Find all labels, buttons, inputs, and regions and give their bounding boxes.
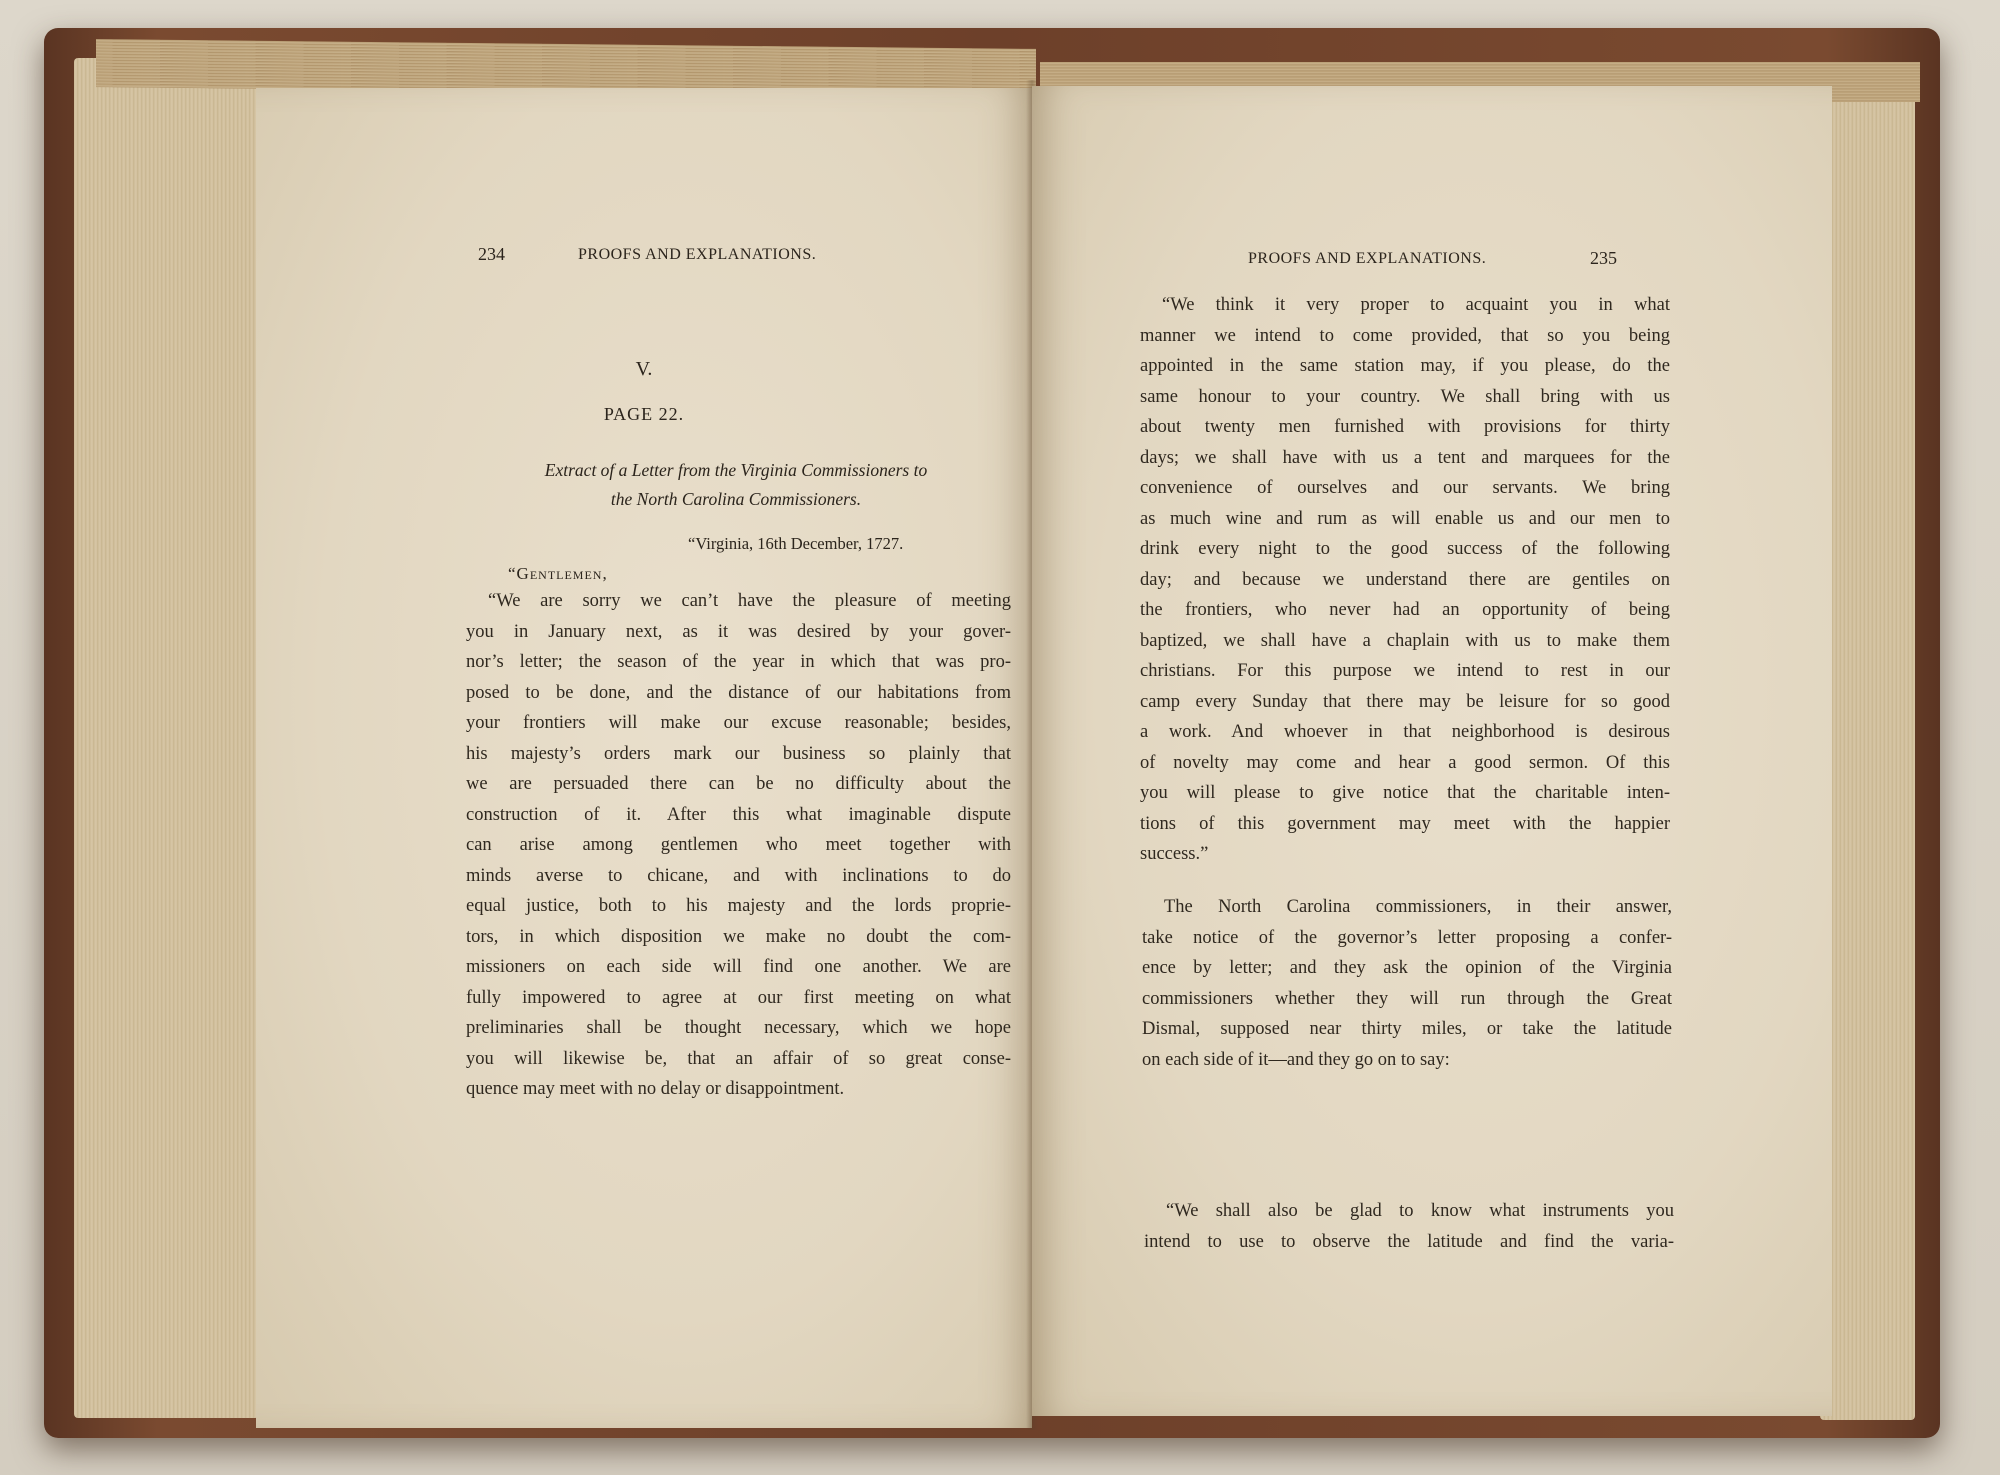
caption-line-1: Extract of a Letter from the Virginia Commissioners to [544, 460, 928, 480]
text-line: ence by letter; and they ask the opinion of the Virginia [1142, 958, 1672, 978]
text-line: christians. For this purpose we intend to rest in our [1140, 661, 1670, 681]
text-line: baptized, we shall have a chaplain with us to make them [1140, 630, 1670, 651]
dateline: “Virginia, 16th December, 1727. [688, 534, 904, 553]
running-head-left: PROOFS AND EXPLANATIONS. [578, 246, 817, 263]
running-head-right: PROOFS AND EXPLANATIONS. [1248, 250, 1487, 267]
text-line: as much wine and rum as will enable us and our men to [1140, 508, 1670, 529]
text-line: missioners on each side will find one another. We are [466, 957, 1011, 977]
page-reference: PAGE 22. [603, 404, 685, 424]
text-line: same honour to your country. We shall bring with us [1140, 386, 1670, 407]
text-line: can arise among gentlemen who meet together with [466, 835, 1011, 855]
left-page [256, 88, 1032, 1428]
text-line: minds averse to chicane, and with inclinations to do [466, 865, 1011, 886]
text-line: take notice of the governor’s letter proposing a confer- [1142, 927, 1672, 948]
text-line: a work. And whoever in that neighborhood is desirous [1140, 722, 1670, 742]
right-page-edges [1820, 80, 1915, 1420]
text-line: Dismal, supposed near thirty miles, or take the latitude [1142, 1019, 1672, 1039]
text-line: tions of this government may meet with the happier [1140, 813, 1670, 834]
text-line: day; and because we understand there are gentiles on [1140, 569, 1670, 590]
letter-body-right [1140, 290, 1670, 870]
text-line: your frontiers will make our excuse reasonable; besides, [466, 713, 1011, 733]
text-line: construction of it. After this what imaginable dispute [466, 804, 1011, 825]
caption-line-2: the North Carolina Commissioners. [610, 489, 862, 509]
text-line: drink every night to the good success of the following [1140, 539, 1670, 559]
text-line: fully impowered to agree at our first meeting on what [466, 987, 1011, 1008]
text-line: appointed in the same station may, if you please, do the [1140, 356, 1670, 376]
text-line: The North Carolina commissioners, in their answer, [1164, 897, 1672, 917]
salutation: “Gentlemen, [508, 564, 608, 583]
page-number-left: 234 [478, 244, 505, 264]
text-line: of novelty may come and hear a good sermon. Of this [1140, 752, 1670, 773]
text-line: the frontiers, who never had an opportunity of being [1140, 600, 1670, 620]
text-line: on each side of it—and they go on to say: [1142, 1049, 1450, 1070]
text-line: “We are sorry we can’t have the pleasure of meeting [488, 591, 1011, 611]
text-line: intend to use to observe the latitude and find the varia- [1144, 1231, 1674, 1252]
text-line: camp every Sunday that there may be leisure for so good [1140, 691, 1670, 712]
text-line: “We shall also be glad to know what instruments you [1166, 1201, 1674, 1221]
text-line: days; we shall have with us a tent and marquees for the [1140, 447, 1670, 468]
text-line: you in January next, as it was desired by your gover- [466, 621, 1011, 642]
text-line: his majesty’s orders mark our business so plainly that [466, 743, 1011, 764]
second-letter-extract [1144, 1196, 1674, 1257]
left-page-edges [74, 58, 259, 1418]
commentary-paragraph [1142, 892, 1672, 1075]
section-numeral: V. [635, 358, 653, 380]
text-line: convenience of ourselves and our servants. We bring [1140, 478, 1670, 498]
text-line: manner we intend to come provided, that so you being [1140, 325, 1670, 346]
text-line: tors, in which disposition we make no doubt the com- [466, 926, 1011, 947]
text-line: equal justice, both to his majesty and the lords proprie- [466, 896, 1011, 916]
text-line: success.” [1140, 844, 1209, 864]
text-line: quence may meet with no delay or disappointment. [466, 1079, 845, 1099]
right-page [1032, 86, 1832, 1416]
text-line: preliminaries shall be thought necessary, which we hope [466, 1018, 1011, 1038]
text-line: posed to be done, and the distance of our habitations from [466, 682, 1011, 703]
text-line: you will please to give notice that the charitable inten- [1140, 783, 1670, 803]
text-line: commissioners whether they will run through the Great [1142, 988, 1672, 1009]
letter-body-left [466, 586, 1011, 1105]
text-line: nor’s letter; the season of the year in which that was pro- [466, 652, 1011, 672]
text-line: about twenty men furnished with provisions for thirty [1140, 417, 1670, 437]
text-line: you will likewise be, that an affair of so great conse- [466, 1048, 1011, 1069]
text-line: we are persuaded there can be no difficulty about the [466, 774, 1011, 794]
text-line: “We think it very proper to acquaint you in what [1162, 295, 1670, 315]
page-number-right: 235 [1590, 248, 1617, 268]
